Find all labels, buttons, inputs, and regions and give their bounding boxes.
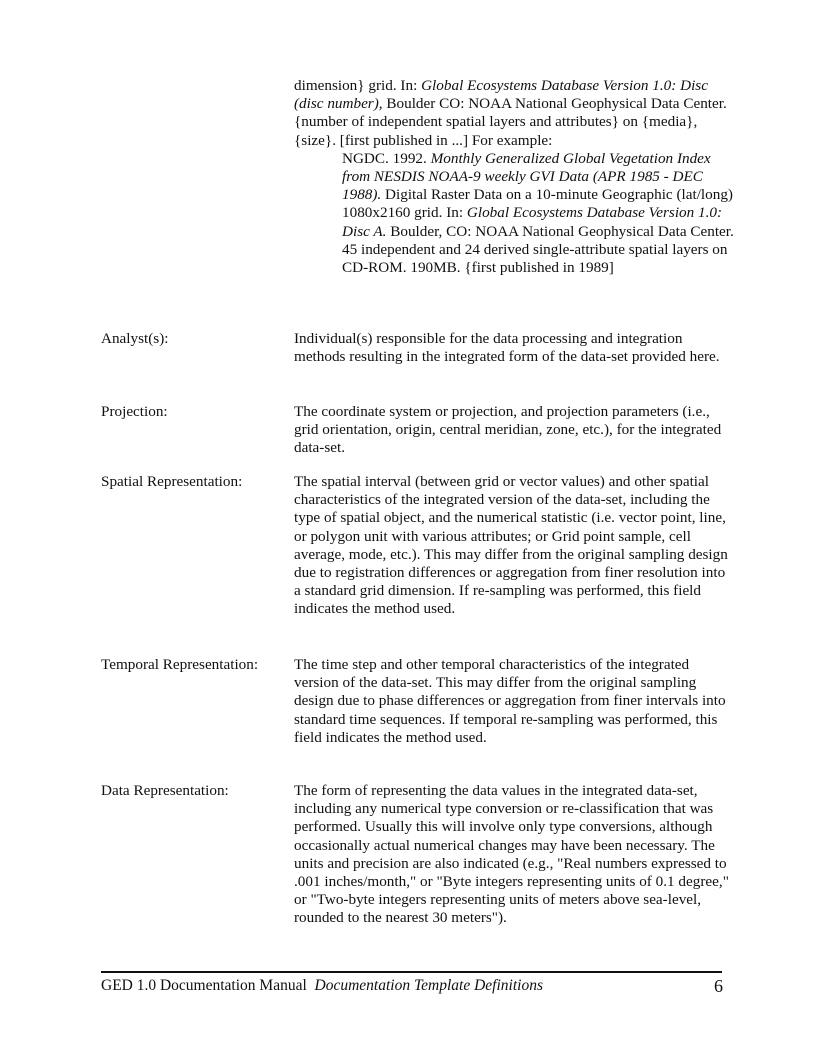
citation-format-continuation: [294, 77, 734, 277]
section-name: Documentation Template Definitions: [314, 977, 543, 994]
text-run: dimension} grid. In:: [294, 77, 422, 94]
definition-term: Temporal Representation:: [101, 656, 259, 673]
page-footer: [101, 977, 723, 997]
citation-format-text: [294, 77, 734, 150]
definition-text: Individual(s) responsible for the data processing and integration methods resulting in the integrated form of the data-set provided here.: [294, 330, 720, 366]
definition-term: Projection:: [101, 403, 168, 420]
text-run: Boulder, CO: NOAA National Geophysical Data Center. 45 independent and 24 derived single-attribute spatial layers on CD-ROM. 190MB. {first published in 1989]: [342, 222, 734, 277]
footer-title: [101, 977, 543, 995]
definition-text: The time step and other temporal characteristics of the integrated version of the data-set. This may differ from the original sampling design due to phase differences or aggregation from finer intervals into standard time sequences. If temporal re-sampling was performed, this field indicates the method used.: [294, 656, 726, 746]
text-run: NGDC. 1992.: [342, 149, 431, 167]
definition-text: The coordinate system or projection, and projection parameters (i.e., grid orientation, origin, central meridian, zone, etc.), for the integrated data-set.: [294, 403, 722, 457]
italic-title: Monthly Generalized Global Vegetation Index from NESDIS NOAA-9 weekly GVI Data (APR 1985 - DEC 1988).: [342, 149, 711, 204]
text-run: , Boulder CO: NOAA National Geophysical Data Center. {number of independent spatial layers and attributes} on {media}, {size}. [first published in ...] For example:: [294, 95, 727, 149]
definition-term: Spatial Representation:: [101, 473, 243, 490]
definition-term: Data Representation:: [101, 782, 229, 799]
page-number: 6: [714, 976, 723, 996]
italic-title: Global Ecosystems Database Version 1.0: Disc A.: [342, 204, 723, 240]
definition-text: The form of representing the data values in the integrated data-set, including any numerical type conversion or re-classification that was performed. Usually this will involve only type conversions, although occasionally actual numerical changes may have been necessary. The units and precision are also indicated (e.g., "Real numbers expressed to .001 inches/month," or "Byte integers representing units of 0.1 degree," or "Two-byte integers representing units of meters above sea-level, rounded to the nearest 30 meters").: [294, 782, 729, 927]
definition-text: The spatial interval (between grid or vector values) and other spatial characteristics of the integrated version of the data-set, including the type of spatial object, and the numerical statistic (i.e. vector point, line, or polygon unit with various attributes; or Grid point sample, cell average, mode, etc.). This may differ from the original sampling design due to registration differences or aggregation from finer resolution into a standard grid dimension. If re-sampling was performed, this field indicates the method used.: [294, 473, 728, 618]
manual-name: GED 1.0 Documentation Manual: [101, 977, 307, 994]
text-run: Digital Raster Data on a 10-minute Geographic (lat/long) 1080x2160 grid. In:: [342, 186, 733, 222]
citation-example: [342, 150, 734, 277]
italic-title: Global Ecosystems Database Version 1.0: Disc (disc number): [294, 77, 708, 113]
footer-rule: [101, 971, 722, 973]
definition-term: Analyst(s):: [101, 330, 169, 347]
